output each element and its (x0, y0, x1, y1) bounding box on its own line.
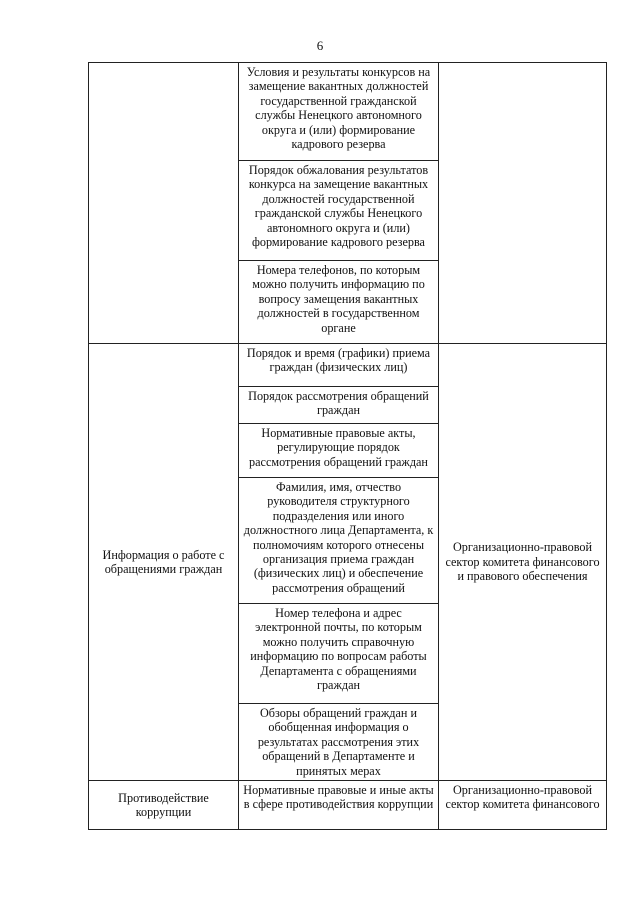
information-table (88, 62, 607, 830)
cell-text: Условия и результаты конкурсов на замещение вакантных должностей государственной гражданской службы Ненецкого автономного округа и (или) формирование кадрового резерва (246, 65, 431, 152)
category-label: Информация о работе с обращениями граждан (102, 547, 225, 577)
cell-vacancy-conditions (239, 63, 439, 161)
category-cell-corruption (89, 781, 239, 830)
cell-contact-info (239, 604, 439, 704)
cell-text: Порядок рассмотрения обращений граждан (248, 389, 429, 418)
cell-text: Порядок и время (графики) приема граждан (физических лиц) (246, 346, 431, 375)
table-row (89, 344, 607, 387)
table-row (89, 781, 607, 830)
cell-appeal-procedure (239, 161, 439, 261)
responsible-cell-corruption (439, 781, 607, 830)
cell-responsible-official (239, 478, 439, 604)
cell-text: Фамилия, имя, отчество руководителя структурного подразделения или иного должностного лица Департамента, к полномочиям которого отнесены организация приема граждан (физических лиц) и обеспечение рассмотрения обращений (243, 480, 434, 595)
cell-text: Нормативные правовые акты, регулирующие порядок рассмотрения обращений граждан (249, 426, 428, 469)
category-label: Противодействие коррупции (118, 790, 209, 820)
cell-text: Номер телефона и адрес электронной почты, по которым можно получить справочную информацию по вопросам работы Департамента с обращениями граждан (250, 606, 427, 693)
cell-text: Нормативные правовые и иные акты в сфере противодействия коррупции (243, 783, 434, 812)
cell-review-procedure (239, 387, 439, 424)
cell-regulatory-acts (239, 424, 439, 478)
cell-anticorruption-acts (239, 781, 439, 830)
empty-category-cell (89, 63, 239, 344)
responsible-label: Организационно-правовой сектор комитета финансового и правового обеспечения (445, 540, 600, 584)
responsible-label: Организационно-правовой сектор комитета финансового (445, 783, 600, 812)
empty-responsible-cell (439, 63, 607, 344)
table-row (89, 63, 607, 161)
cell-appeal-reviews (239, 704, 439, 781)
cell-vacancy-phones (239, 261, 439, 344)
cell-reception-schedule (239, 344, 439, 387)
responsible-cell-appeals (439, 344, 607, 781)
cell-text: Обзоры обращений граждан и обобщенная информация о результатах рассмотрения этих обращений в Департаменте и принятых мерах (257, 706, 420, 778)
cell-text: Порядок обжалования результатов конкурса на замещение вакантных должностей государственной гражданской службы Ненецкого автономного округа и (или) формирование кадрового резерва (248, 163, 429, 250)
category-cell-appeals (89, 344, 239, 781)
page-number: 6 (316, 38, 324, 53)
cell-text: Номера телефонов, по которым можно получить информацию по вопросу замещения вакантных должностей в государственном органе (252, 263, 425, 335)
